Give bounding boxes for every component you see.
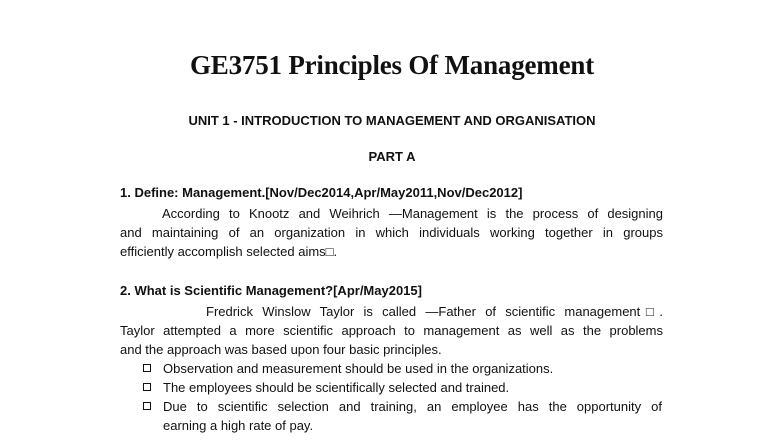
question-1-heading: 1. Define: Management.[Nov/Dec2014,Apr/May2011,Nov/Dec2012]	[120, 185, 523, 200]
document-title: GE3751 Principles Of Management	[189, 50, 594, 80]
answer-line: and the approach was based upon four basic principles.	[120, 342, 442, 357]
answer-line: Fredrick Winslow Taylor is called —Father of scientific management□.	[206, 304, 663, 319]
square-bullet-icon	[143, 364, 151, 372]
list-item	[142, 359, 662, 378]
square-bullet-icon	[143, 402, 151, 410]
answer-line: Taylor attempted a more scientific approach to management as well as the problems	[120, 323, 663, 338]
square-bullet-icon	[143, 383, 151, 391]
question-2-answer	[120, 302, 663, 359]
question-1-answer	[120, 204, 663, 261]
list-item	[142, 397, 662, 435]
list-item-text: The employees should be scientifically selected and trained.	[163, 380, 510, 395]
question-2-heading: 2. What is Scientific Management?[Apr/May2015]	[120, 283, 422, 298]
part-heading: PART A	[368, 149, 416, 164]
list-item-text: Observation and measurement should be used in the organizations.	[163, 361, 554, 376]
list-item	[142, 378, 662, 397]
answer-line: According to Knootz and Weihrich —Management is the process of designing	[162, 206, 663, 221]
answer-line: and maintaining of an organization in which individuals working together in groups	[120, 225, 663, 240]
unit-heading: UNIT 1 - INTRODUCTION TO MANAGEMENT AND ORGANISATION	[188, 113, 596, 128]
principles-list	[142, 359, 662, 435]
list-item-text: earning a high rate of pay.	[163, 418, 314, 433]
answer-line: efficiently accomplish selected aims□.	[120, 244, 338, 259]
list-item-text: Due to scientific selection and training, an employee has the opportunity of	[163, 399, 662, 414]
